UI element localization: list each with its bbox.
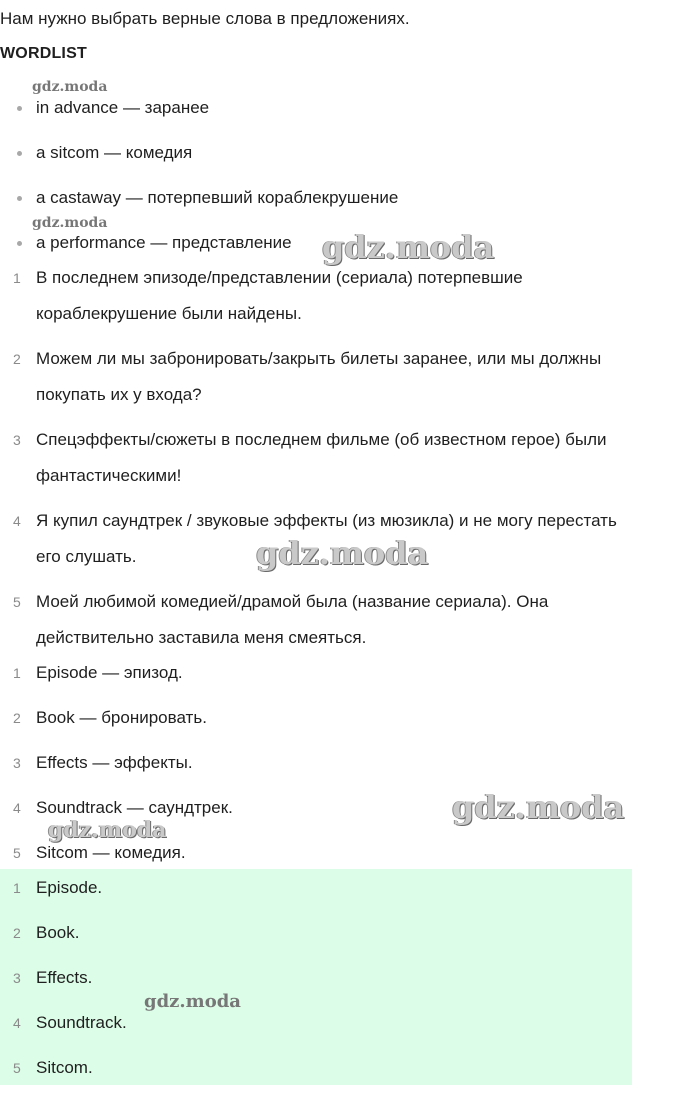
wordlist-heading: WORDLIST bbox=[0, 45, 87, 62]
item-number: 2 bbox=[13, 925, 21, 941]
item-number: 4 bbox=[13, 1015, 21, 1031]
question-item: 1 В последнем эпизоде/представлении (сериала) потерпевшие кораблекрушение были найдены. bbox=[0, 260, 660, 332]
item-number: 4 bbox=[13, 800, 21, 816]
item-number: 5 bbox=[13, 594, 21, 610]
item-number: 2 bbox=[13, 351, 21, 367]
watermark: gdz.moda bbox=[48, 817, 167, 843]
item-number: 5 bbox=[13, 1060, 21, 1076]
item-number: 3 bbox=[13, 755, 21, 771]
watermark: gdz.moda bbox=[322, 228, 495, 266]
item-number: 3 bbox=[13, 970, 21, 986]
question-item: 2 Можем ли мы забронировать/закрыть билеты заранее, или мы должны покупать их у входа? bbox=[0, 341, 660, 413]
question-item: 3 Спецэффекты/сюжеты в последнем фильме (об известном герое) были фантастическими! bbox=[0, 422, 660, 494]
watermark: gdz.moda bbox=[256, 534, 429, 572]
bullet-icon bbox=[17, 106, 22, 111]
question-item: 4 Я купил саундтрек / звуковые эффекты (из мюзикла) и не могу перестать его слушать. bbox=[0, 503, 660, 575]
bullet-icon bbox=[17, 151, 22, 156]
intro-text: Нам нужно выбрать верные слова в предложениях. bbox=[0, 9, 410, 28]
item-number: 3 bbox=[13, 432, 21, 448]
item-number: 4 bbox=[13, 513, 21, 529]
watermark: gdz.moda bbox=[32, 215, 108, 231]
item-number: 2 bbox=[13, 710, 21, 726]
watermark: gdz.moda bbox=[452, 788, 625, 826]
page: Нам нужно выбрать верные слова в предложениях. WORDLIST in advance — заранее a sitcom — комедия a castaway — потерпевший кораблекрушение a performance — представление 1 В последнем эпизоде/представлении (сериала) потерпевшие кораблекрушение были найдены. 2 Можем ли мы забронировать/закрыть билеты заранее, или мы должны покупать их у входа? 3 Спецэффекты/сюжеты в последнем фильме (об известном герое) были фантастическими! 4 Я купил саундтрек / звуковые эффекты (из мюзикла) и не могу перестать его слушать. 5 Моей любимой комедией/драмой была (название сериала). Она действительно заставила меня смеяться. 1 Episode — эпизод. 2 Book — бронировать. 3 Effects — эффекты. 4 Soundtrack — саундтрек. 5 Sitcom — комедия. 1 Episode. 2 Book. 3 Effects. 4 Soundtrack. 5 Sitcom. gdz.moda gdz.moda gdz.moda gdz.moda gdz.moda gdz.moda gdz.moda bbox=[0, 0, 680, 1120]
item-number: 5 bbox=[13, 845, 21, 861]
item-number: 1 bbox=[13, 270, 21, 286]
watermark: gdz.moda bbox=[32, 79, 108, 95]
bullet-icon bbox=[17, 196, 22, 201]
bullet-icon bbox=[17, 241, 22, 246]
item-number: 1 bbox=[13, 665, 21, 681]
question-item: 5 Моей любимой комедией/драмой была (название сериала). Она действительно заставила меня смеяться. bbox=[0, 584, 660, 656]
watermark: gdz.moda bbox=[144, 991, 241, 1012]
item-number: 1 bbox=[13, 880, 21, 896]
